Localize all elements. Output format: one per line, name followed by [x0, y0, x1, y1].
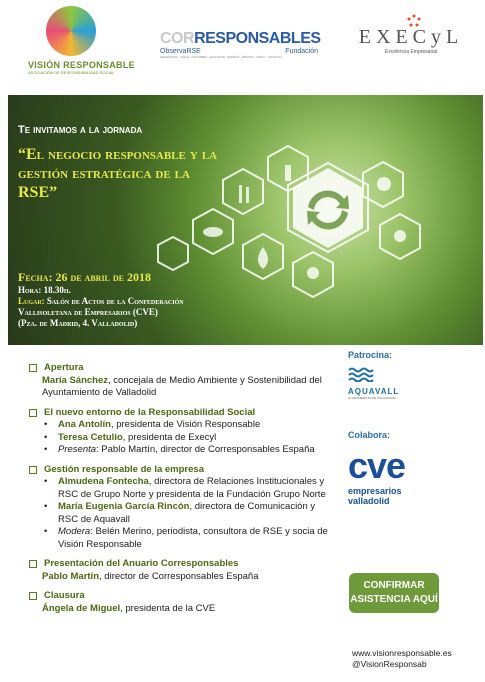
- logo-bar: [0, 0, 485, 90]
- speaker-name: María Sánchez: [42, 374, 108, 386]
- presenter-text: : Pablo Martín, director de Corresponsables España: [96, 444, 315, 455]
- hero-banner: [8, 95, 483, 345]
- moderator-text: : Belén Merino, periodista, consultora de RSE y socia de Visión Responsable: [58, 526, 328, 550]
- corresponsables-observa: ObservaRSE: [160, 48, 201, 55]
- execyl-logo: [352, 14, 470, 74]
- speaker-name: Ángela de Miguel: [42, 602, 121, 614]
- event-title: “El negocio responsable y la gestión estratégica de la RSE”: [18, 146, 218, 201]
- speaker-role: , presidenta de Visión Responsable: [110, 419, 261, 430]
- event-place: [18, 296, 233, 318]
- agenda-title: Gestión responsable de la empresa: [44, 463, 204, 475]
- execyl-name: EXECyL: [358, 26, 464, 48]
- website-link[interactable]: www.visionresponsable.es: [352, 648, 452, 658]
- corresponsables-fundacion: Fundación: [285, 48, 318, 55]
- list-item: [44, 419, 332, 432]
- aquavall-logo: [348, 366, 473, 408]
- speaker-role: , presidenta de Execyl: [122, 431, 217, 443]
- confirm-attendance-button[interactable]: CONFIRMAR ASISTENCIA AQUÍ: [349, 573, 439, 613]
- speaker-name: María Eugenia García Rincón: [58, 501, 190, 512]
- agenda-section-clausura: [42, 590, 332, 615]
- wave-icon: [348, 366, 374, 382]
- cve-sub-2: valladolid: [348, 496, 390, 506]
- agenda-section-anuario: [42, 558, 332, 583]
- cve-sub-1: empresarios: [348, 486, 402, 496]
- contact-info: [352, 648, 482, 670]
- twitter-handle[interactable]: @VisionResponsab: [352, 659, 427, 669]
- agenda-title: Apertura: [44, 362, 84, 373]
- patrocina-label: Patrocina:: [348, 350, 393, 360]
- list-item: [44, 476, 332, 501]
- agenda-title: Presentación del Anuario Corresponsables: [44, 558, 239, 569]
- aquavall-sub: AYUNTAMIENTO DE VALLADOLID: [348, 396, 396, 400]
- agenda-section-nuevo-entorno: [42, 407, 332, 457]
- vision-responsable-sub: ASOCIACIÓN DE RESPONSABILIDAD SOCIAL: [28, 70, 115, 75]
- event-place-label: Lugar:: [18, 296, 47, 306]
- execyl-sub: Excelencia Empresarial: [384, 49, 438, 55]
- event-address: (Pza. de Madrid, 4. Valladolid): [18, 318, 138, 328]
- speaker-name: Ana Antolín: [58, 419, 111, 430]
- event-time: Hora: 18.30h.: [18, 285, 71, 295]
- speaker-role: , concejala de Medio Ambiente y Sostenibilidad del Ayuntamiento de Valladolid: [42, 374, 322, 398]
- corresponsables-logo: [160, 30, 320, 70]
- invitation-text: Te invitamos a la jornada: [18, 124, 143, 136]
- corresponsables-name-grey: COR: [160, 30, 195, 47]
- colabora-label: Colabora:: [348, 430, 391, 440]
- list-item: [44, 432, 332, 445]
- agenda-section-gestion: [42, 464, 332, 552]
- list-item: [44, 501, 332, 526]
- speaker-name: Almudena Fontecha: [58, 476, 149, 487]
- event-details: [18, 270, 233, 329]
- checkbox-icon: [29, 592, 37, 600]
- cve-logo: [348, 446, 473, 506]
- speaker-role: , directora de Relaciones Institucionales y RSC de Grupo Norte y presidenta de la Fundación Grupo Norte: [58, 476, 326, 500]
- aquavall-name: AQUAVALL: [348, 387, 400, 396]
- execyl-star-icon: [407, 14, 421, 28]
- speaker-name: Pablo Martín: [42, 570, 100, 582]
- checkbox-icon: [29, 466, 37, 474]
- speaker-role: , directora de Comunicación y RSC de Aquavall: [58, 501, 316, 525]
- cve-name: cve: [348, 445, 406, 486]
- vision-responsable-emblem: [46, 6, 96, 56]
- presenter-label: Presenta: [58, 444, 97, 455]
- vision-responsable-logo: [28, 6, 135, 86]
- moderator-label: Modera: [58, 526, 91, 537]
- agenda-title: Clausura: [44, 590, 85, 601]
- speaker-name: Teresa Cetulio: [58, 431, 123, 443]
- list-item: [44, 526, 332, 551]
- list-item: [44, 444, 332, 457]
- agenda-title: El nuevo entorno de la Responsabilidad Social: [44, 406, 256, 418]
- checkbox-icon: [29, 409, 37, 417]
- event-date: Fecha: 26 de abril de 2018: [18, 270, 152, 284]
- checkbox-icon: [29, 560, 37, 568]
- event-place-value: Salón de Actos de la Confederación Vallisoletana de Empresarios (CVE): [18, 296, 184, 317]
- vision-responsable-name: VISIÓN RESPONSABLE: [28, 60, 135, 70]
- hero-text: [18, 123, 278, 202]
- sponsors-sidebar: [348, 350, 473, 506]
- corresponsables-countries: ARGENTINA · CHILE · COLOMBIA · ECUADOR · ESPAÑA · MÉXICO · PERÚ · URUGUAY: [160, 55, 283, 59]
- speaker-role: , director de Corresponsables España: [99, 570, 259, 582]
- corresponsables-name-blue: RESPONSABLES: [194, 30, 321, 47]
- agenda: [42, 362, 332, 622]
- speaker-role: , presidenta de la CVE: [120, 602, 216, 614]
- checkbox-icon: [29, 364, 37, 372]
- agenda-section-apertura: [42, 362, 332, 400]
